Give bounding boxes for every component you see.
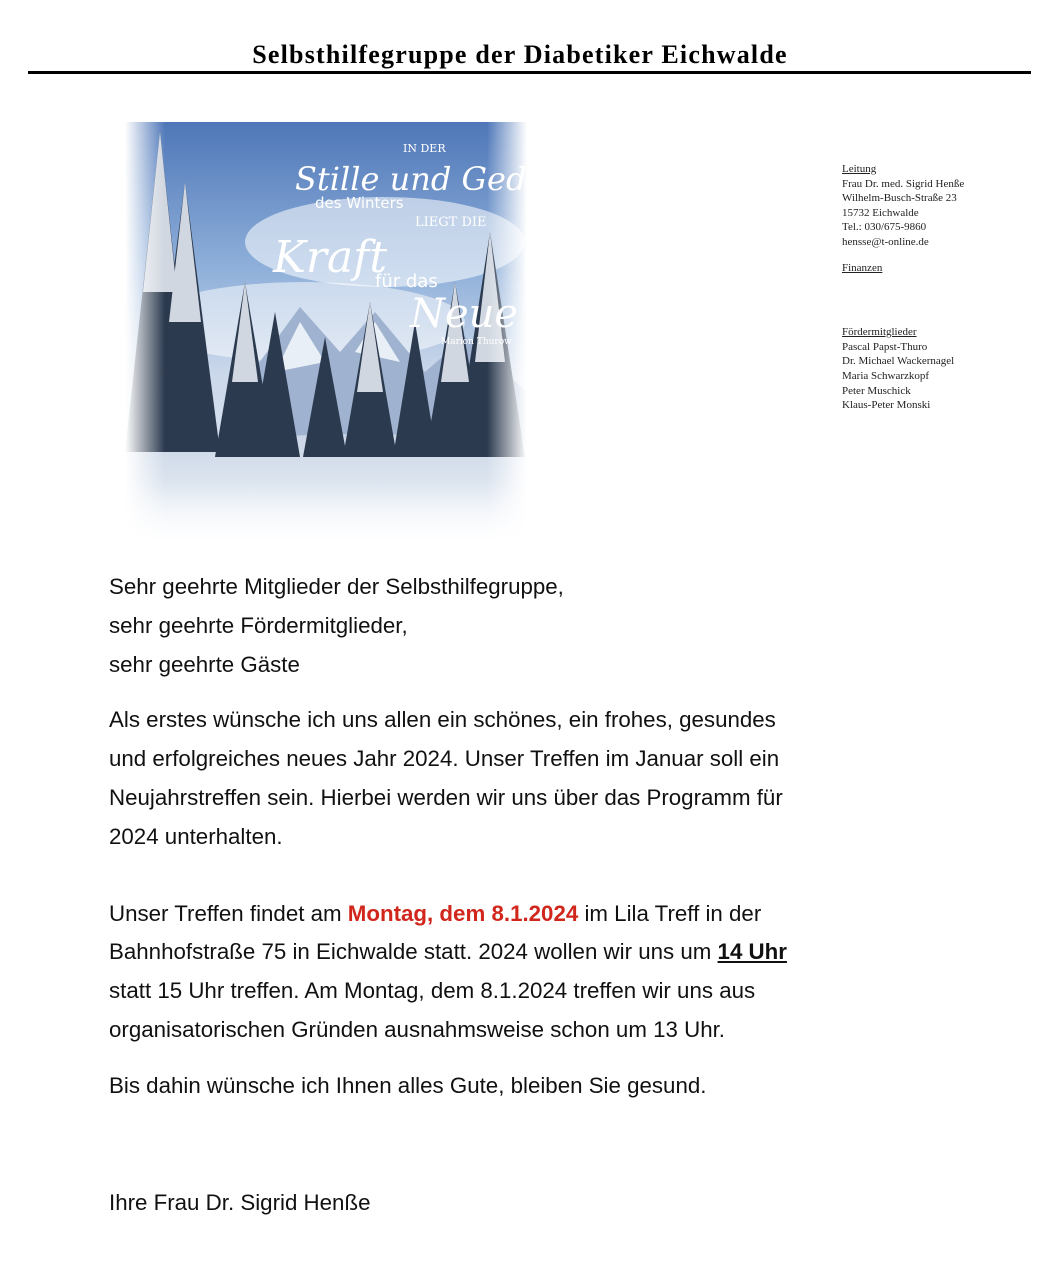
signature: Ihre Frau Dr. Sigrid Henße	[109, 1189, 371, 1215]
quote-kraft: Kraft	[273, 232, 388, 283]
quote-des-winters: des Winters	[315, 194, 404, 212]
meeting-line: organisatorischen Gründen ausnahmsweise schon um 13 Uhr.	[109, 1016, 725, 1042]
meeting-time-highlight: 14 Uhr	[717, 939, 787, 965]
paragraph-line: Neujahrstreffen sein. Hierbei werden wir uns über das Programm für	[109, 784, 783, 810]
meeting-line: Unser Treffen findet am Montag, dem 8.1.2024 im Lila Treff in der	[109, 900, 762, 926]
quote-stille-und-geduld: Stille und Geduld	[295, 160, 578, 198]
meeting-line: Bahnhofstraße 75 in Eichwalde statt. 2024 wollen wir uns um 14 Uhr	[109, 939, 787, 965]
meeting-line: statt 15 Uhr treffen. Am Montag, dem 8.1.2024 treffen wir uns aus	[109, 978, 756, 1004]
foerdermitglied-name: Peter Muschick	[842, 384, 911, 397]
paragraph-line: und erfolgreiches neues Jahr 2024. Unser Treffen im Januar soll ein	[109, 746, 780, 772]
meeting-date-highlight: Montag, dem 8.1.2024	[347, 900, 579, 926]
leitung-line: Frau Dr. med. Sigrid Henße	[842, 177, 965, 190]
paragraph-line: 2024 unterhalten.	[109, 823, 283, 849]
finanzen-heading: Finanzen	[842, 261, 883, 274]
leitung-line: Tel.: 030/675-9860	[842, 221, 927, 234]
quote-fuer-das: für das	[375, 271, 438, 292]
sidebar-contacts	[842, 162, 1032, 413]
quote-author: Marion Thurow	[441, 337, 512, 347]
foerdermitglied-name: Maria Schwarzkopf	[842, 369, 930, 382]
greeting-line: Sehr geehrte Mitglieder der Selbsthilfegruppe,	[109, 574, 564, 599]
quote-neue: Neue	[410, 291, 519, 337]
winter-forest-image	[125, 122, 578, 542]
paragraph-line: Als erstes wünsche ich uns allen ein schönes, ein frohes, gesundes	[109, 707, 776, 733]
quote-liegt-die: LIEGT DIE	[415, 215, 487, 230]
letter-body	[109, 568, 969, 1222]
document-title: Selbsthilfegruppe der Diabetiker Eichwalde	[252, 40, 788, 69]
foerdermitglieder-heading: Fördermitglieder	[842, 326, 917, 339]
foerdermitglied-name: Klaus-Peter Monski	[842, 399, 931, 412]
leitung-email: hensse@t-online.de	[842, 235, 929, 248]
foerdermitglied-name: Pascal Papst-Thuro	[842, 340, 928, 353]
quote-in-der: IN DER	[403, 142, 446, 155]
leitung-heading: Leitung	[842, 163, 877, 175]
foerdermitglied-name: Dr. Michael Wackernagel	[842, 355, 955, 368]
closing-line: Bis dahin wünsche ich Ihnen alles Gute, bleiben Sie gesund.	[109, 1072, 707, 1098]
greeting-line: sehr geehrte Fördermitglieder,	[109, 612, 408, 638]
leitung-line: Wilhelm-Busch-Straße 23	[842, 192, 957, 205]
title-rule	[28, 71, 1031, 74]
greeting-line: sehr geehrte Gäste	[109, 651, 300, 677]
leitung-line: 15732 Eichwalde	[842, 206, 919, 219]
